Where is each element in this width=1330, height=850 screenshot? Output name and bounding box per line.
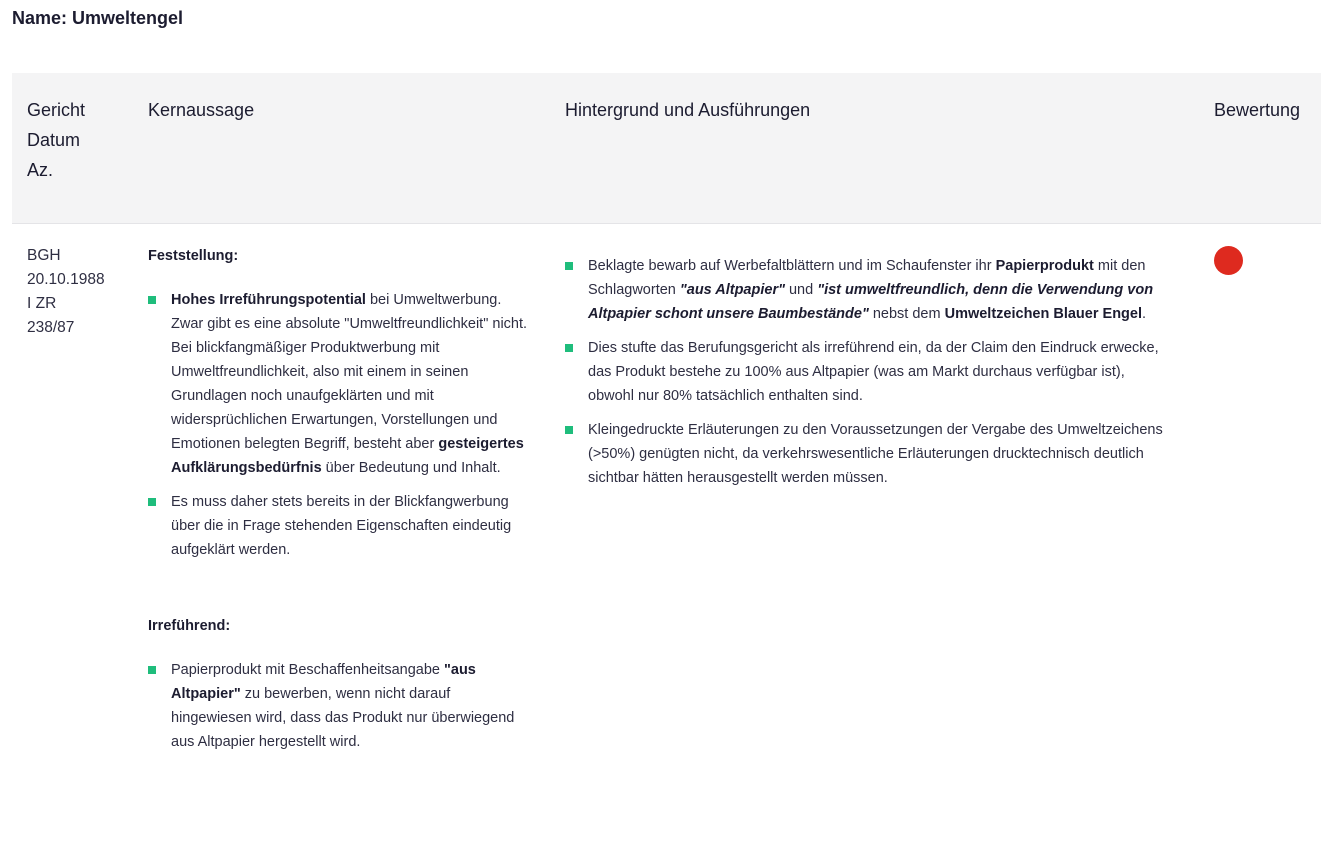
list-item	[148, 658, 528, 754]
header-bewertung: Bewertung	[1214, 100, 1301, 120]
list-item	[148, 490, 528, 562]
bewertung-cell	[1214, 246, 1254, 275]
list-item	[148, 288, 528, 480]
court-az-prefix: I ZR	[27, 295, 57, 312]
bullet-square-icon	[565, 344, 573, 352]
bold-text: Hohes Irreführungspotential	[171, 292, 366, 308]
text-span: und	[784, 282, 818, 298]
list-item	[565, 418, 1165, 490]
bullet-square-icon	[148, 498, 156, 506]
bold-italic-text: "aus Altpapier"	[679, 282, 785, 298]
text-span: zu bewerben, wenn nicht darauf hingewiesen wird, dass das Produkt nur überwiegend aus Altpapier hergestellt wird.	[171, 686, 515, 750]
kernaussage-cell	[148, 244, 528, 764]
bold-text: Papierprodukt	[995, 258, 1094, 274]
header-kernaussage: Kernaussage	[148, 100, 255, 120]
text-span: Dies stufte das Berufungsgericht als irreführend ein, da der Claim den Eindruck erwecke, das Produkt bestehe zu 100% aus Altpapier (was am Markt durchaus verfügbar ist), obwohl nur 80% tatsächlich enthalten sind.	[588, 340, 1159, 404]
text-span: .	[1142, 306, 1147, 322]
irrefuehrend-block	[148, 614, 528, 754]
bullet-square-icon	[148, 296, 156, 304]
text-span: über Bedeutung und Inhalt.	[321, 460, 501, 476]
header-court-line: Gericht	[27, 100, 86, 120]
bold-text: Umweltzeichen Blauer Engel	[944, 306, 1143, 322]
header-az-line: Az.	[27, 160, 54, 180]
header-date-line: Datum	[27, 130, 81, 150]
feststellung-list	[148, 288, 528, 562]
table-row	[12, 224, 1321, 844]
hintergrund-cell	[565, 254, 1165, 500]
court-name: BGH	[27, 247, 61, 264]
bullet-square-icon	[148, 666, 156, 674]
text-span: Beklagte bewarb auf Werbefaltblättern und im Schaufenster ihr	[588, 258, 996, 274]
text-span: Kleingedruckte Erläuterungen zu den Voraussetzungen der Vergabe des Umweltzeichens (>50%) genügten nicht, da verkehrswesentliche Erläuterungen drucktechnisch deutlich sichtbar hätten herausgestellt werden müssen.	[588, 422, 1163, 486]
bold-text: "aus Altpapier"	[171, 662, 476, 702]
court-decision-table	[12, 73, 1321, 844]
text-span: Papierprodukt mit Beschaffenheitsangabe	[171, 662, 444, 678]
list-item	[565, 254, 1165, 326]
feststellung-heading: Feststellung:	[148, 248, 239, 264]
header-hintergrund: Hintergrund und Ausführungen	[565, 100, 811, 120]
text-span: Es muss daher stets bereits in der Blickfangwerbung über die in Frage stehenden Eigenschaften eindeutig aufgeklärt werden.	[171, 494, 512, 558]
header-court	[27, 95, 85, 185]
court-date: 20.10.1988	[27, 271, 105, 288]
hintergrund-list	[565, 254, 1165, 490]
bold-italic-text: "ist umweltfreundlich, denn die Verwendung von Altpapier schont unsere Baumbestände"	[588, 282, 1154, 322]
court-az-number: 238/87	[27, 319, 75, 336]
bold-text: gesteigertes Aufklärungsbedürfnis	[171, 436, 524, 476]
irrefuehrend-list	[148, 658, 528, 754]
table-header	[12, 73, 1321, 224]
text-span: nebst dem	[868, 306, 945, 322]
text-span: mit den Schlagworten	[588, 258, 1146, 298]
court-cell	[27, 244, 137, 340]
bullet-square-icon	[565, 426, 573, 434]
text-span: bei Umweltwerbung. Zwar gibt es eine absolute "Umweltfreundlichkeit" nicht. Bei blickfangmäßiger Produktwerbung mit Umweltfreundlichkeit, also mit einem in seinen Grundlagen noch unaufgeklärten und mit widersprüchlichen Erwartungen, Vorstellungen und Emotionen belegten Begriff, besteht aber	[171, 292, 528, 452]
page-title: Name: Umweltengel	[12, 8, 184, 28]
bullet-square-icon	[565, 262, 573, 270]
list-item	[565, 336, 1165, 408]
rating-red-dot-icon	[1214, 246, 1243, 275]
irrefuehrend-heading: Irreführend:	[148, 618, 231, 634]
